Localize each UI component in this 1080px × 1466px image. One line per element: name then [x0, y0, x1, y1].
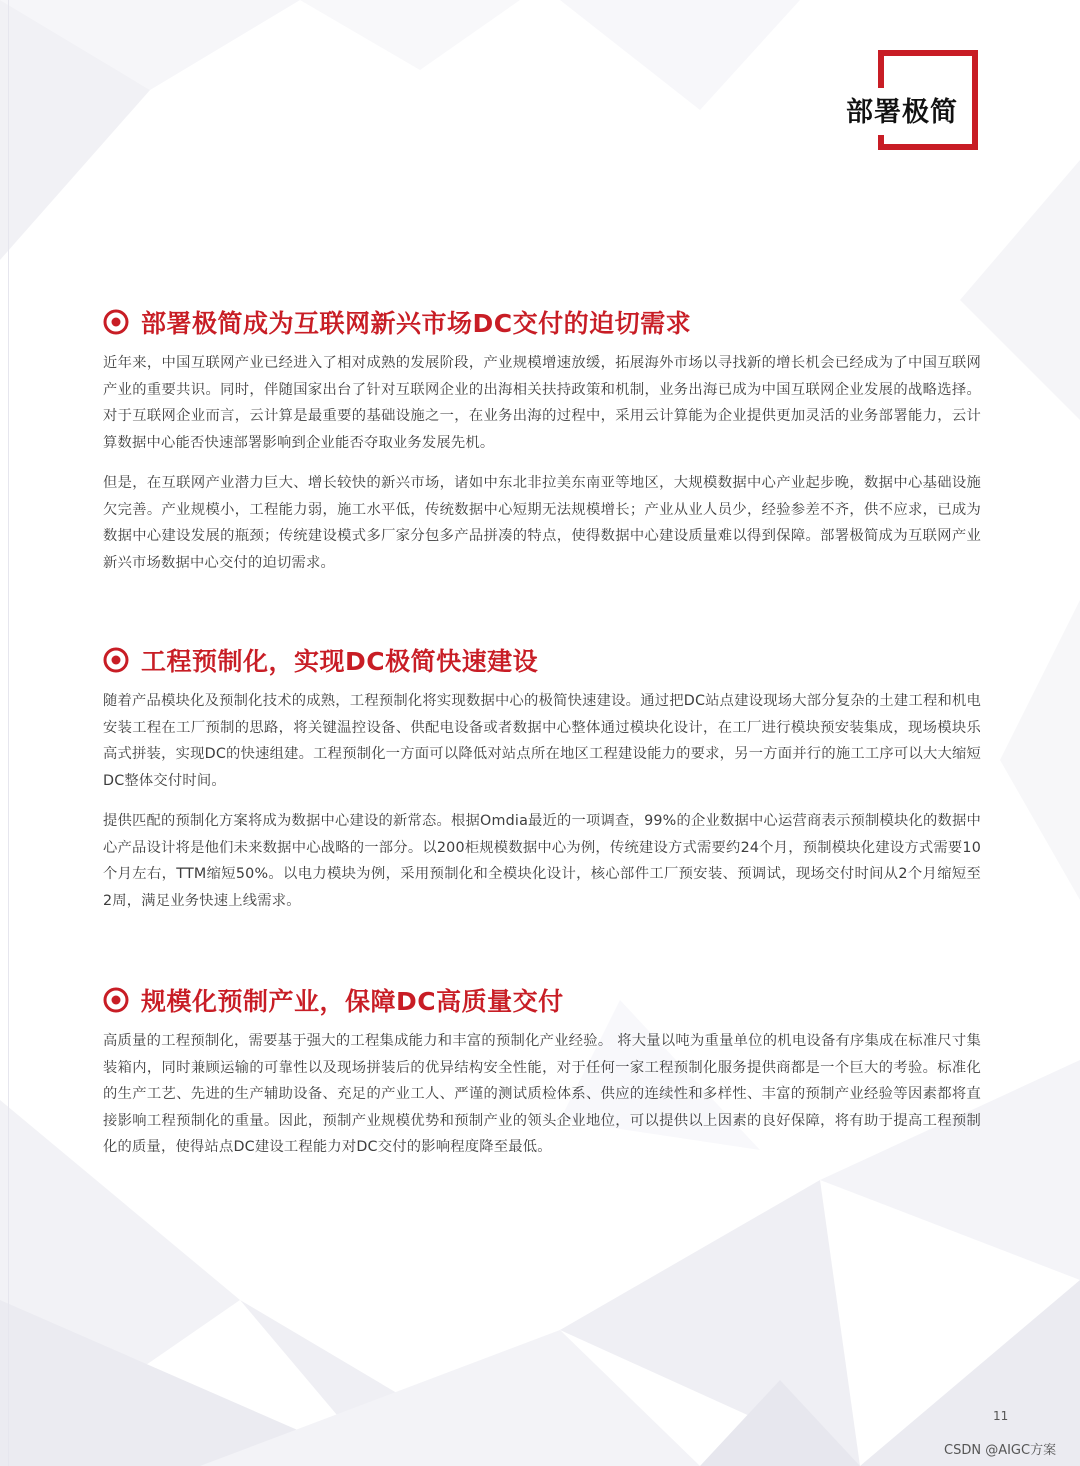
paragraph: 高质量的工程预制化，需要基于强大的工程集成能力和丰富的预制化产业经验。 将大量以吨为重量单位的机电设备有序集成在标准尺寸集装箱内，同时兼顾运输的可靠性以及现场拼装后的优异结构安全性能，对于任何一家工程预制化服务提供商都是一个巨大的考验。标准化的生产工艺、先进的生产辅助设备、充足的产业工人、严谨的测试质检体系、供应的连续性和多样性、丰富的预制产业经验等因素都将直接影响工程预制化的重量。因此，预制产业规模优势和预制产业的领头企业地位，可以提供以上因素的良好保障，将有助于提高工程预制化的质量，使得站点DC建设工程能力对DC交付的影响程度降至最低。 — [103, 1033, 981, 1155]
target-icon — [103, 647, 129, 673]
section-prefabrication — [103, 640, 981, 914]
paragraph: 近年来，中国互联网产业已经进入了相对成熟的发展阶段，产业规模增速放缓，拓展海外市场以寻找新的增长机会已经成为了中国互联网产业的重要共识。同时，伴随国家出台了针对互联网企业的出海相关扶持政策和机制，业务出海已成为中国互联网企业发展的战略选择。对于互联网企业而言，云计算是最重要的基础设施之一，在业务出海的过程中，采用云计算能为企业提供更加灵活的业务部署能力，云计算数据中心能否快速部署影响到企业能否夺取业务发展先机。 — [103, 355, 981, 451]
section-deployment-simplicity — [103, 302, 981, 576]
page-margin-rule — [8, 0, 9, 1466]
paragraph: 随着产品模块化及预制化技术的成熟，工程预制化将实现数据中心的极简快速建设。通过把DC站点建设现场大部分复杂的土建工程和机电安装工程在工厂预制的思路，将关键温控设备、供配电设备或者数据中心整体通过模块化设计，在工厂进行模块预安装集成，现场模块乐高式拼装，实现DC的快速组建。工程预制化一方面可以降低对站点所在地区工程建设能力的要求，另一方面并行的施工工序可以大大缩短DC整体交付时间。 — [103, 693, 981, 789]
section-heading — [103, 640, 981, 680]
section-heading — [103, 302, 981, 342]
section-scaled-prefab-industry — [103, 980, 981, 1161]
chapter-badge — [846, 50, 978, 150]
section-heading — [103, 980, 981, 1020]
paragraph: 但是，在互联网产业潜力巨大、增长较快的新兴市场，诸如中东北非拉美东南亚等地区，大规模数据中心产业起步晚，数据中心基础设施欠完善。产业规模小，工程能力弱，施工水平低，传统数据中心短期无法规模增长；产业从业人员少，经验参差不齐，供不应求，已成为数据中心建设发展的瓶颈；传统建设模式多厂家分包多产品拼凑的特点，使得数据中心建设质量难以得到保障。部署极简成为互联网产业新兴市场数据中心交付的迫切需求。 — [103, 475, 981, 571]
watermark: CSDN @AIGC方案 — [944, 1443, 1057, 1458]
section-title: 工程预制化，实现DC极简快速建设 — [141, 647, 539, 676]
target-icon — [103, 309, 129, 335]
page-number: 11 — [993, 1409, 1009, 1423]
chapter-title: 部署极简 — [846, 88, 972, 133]
section-title: 部署极简成为互联网新兴市场DC交付的迫切需求 — [141, 309, 692, 338]
target-icon — [103, 987, 129, 1013]
section-title: 规模化预制产业，保障DC高质量交付 — [141, 987, 564, 1016]
paragraph: 提供匹配的预制化方案将成为数据中心建设的新常态。根据Omdia最近的一项调查，99%的企业数据中心运营商表示预制模块化的数据中心产品设计将是他们未来数据中心战略的一部分。以200柜规模数据中心为例，传统建设方式需要约24个月，预制模块化建设方式需要10个月左右，TTM缩短50%。以电力模块为例，采用预制化和全模块化设计，核心部件工厂预安装、预调试，现场交付时间从2个月缩短至2周，满足业务快速上线需求。 — [103, 813, 981, 909]
